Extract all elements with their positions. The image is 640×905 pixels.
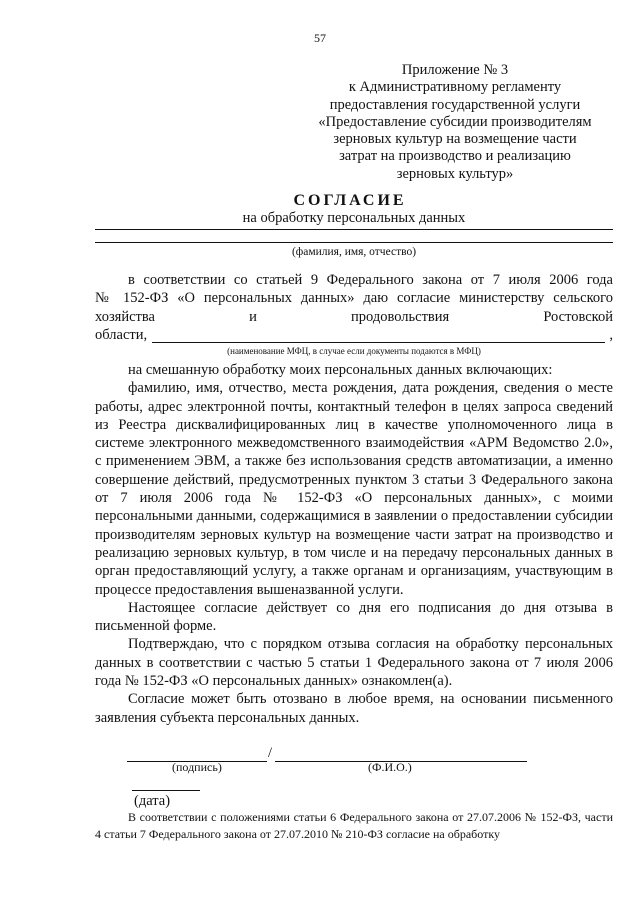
consent-intro — [95, 271, 613, 326]
appendix-line: затрат на производство и реализацию — [339, 148, 571, 165]
mixed-processing-text: на смешанную обработку моих персональных данных включающих: — [128, 362, 553, 378]
mfc-row — [95, 327, 613, 345]
appendix-line: предоставления государственной услуги — [329, 96, 581, 113]
document-subtitle: на обработку персональных данных — [95, 210, 613, 230]
confirm-text: Подтверждаю, что с порядком отзыва согласия на обработку персональных данных в соответствии с частью 5 статьи 1 Федерального закона от 7 июля 2006 года № 152-ФЗ «О персональных данных» ознакомлен(а). — [95, 636, 613, 690]
appendix-line: «Предоставление субсидии производителям — [318, 113, 592, 130]
intro-line-2: № 152-ФЗ «О персональных данных» даю согласие министерству сельского — [95, 290, 613, 307]
intro-line-3: хозяйства и продовольствия Ростовской — [95, 308, 613, 325]
mfc-comma: , — [609, 327, 613, 343]
footer-note: В соответствии с положениями статьи 6 Федерального закона от 27.07.2006 № 152-ФЗ, части 4 статьи 7 Федерального закона от 27.07.2010 № 210-ФЗ согласие на обработку — [95, 810, 613, 841]
date-fill-line — [132, 790, 200, 791]
document-title: СОГЛАСИЕ — [293, 192, 407, 209]
appendix-line: зерновых культур на возмещение части — [333, 131, 577, 148]
date-caption: (дата) — [134, 793, 171, 809]
page-number: 57 — [314, 31, 326, 45]
mfc-label: области, — [95, 327, 148, 343]
appendix-line: к Административному регламенту — [348, 79, 562, 96]
appendix-header — [300, 62, 610, 183]
appendix-line: Приложение № 3 — [401, 62, 509, 78]
signature-caption: (подпись) — [172, 760, 222, 774]
signature-fio-caption: (Ф.И.О.) — [368, 760, 412, 774]
consent-body — [95, 361, 613, 727]
validity-text: Настоящее согласие действует со дня его подписания до дня отзыва в письменной форме. — [95, 599, 613, 635]
appendix-line: зерновых культур» — [396, 165, 514, 182]
data-list-text: фамилию, имя, отчество, места рождения, дата рождения, сведения о месте работы, адрес электронной почты, контактный телефон в целях запроса сведений из Реестра дисквалифицированных лиц в качестве уполномоченного лица в системе электронного межведомственного взаимодействия «АРМ Ведомство 2.0», с применением ЭВМ, а также без использования средств автоматизации, а именно совершение действий, предусмотренных пунктом 3 статьи 3 Федерального закона от 7 июля 2006 года № 152-ФЗ «О персональных данных», с моими персональными данными, содержащимися в заявлении о предоставлении субсидии производителям зерновых культур на возмещение части затрат на производство и реализацию зерновых культур, в том числе и на передачу персональных данных в орган предоставляющий услугу, а также органам и организациям, участвующим в процессе предоставления вышеназванной услуги. — [95, 380, 613, 598]
revoke-text: Согласие может быть отозвано в любое время, на основании письменного заявления субъекта персональных данных. — [95, 691, 613, 726]
signature-slash: / — [268, 745, 273, 761]
intro-line-1: в соответствии со статьей 9 Федерального закона от 7 июля 2006 года — [128, 272, 613, 288]
mfc-caption: (наименование МФЦ, в случае если документы подаются в МФЦ) — [227, 346, 481, 356]
fio-fill-line — [95, 242, 613, 243]
mfc-fill-line — [152, 342, 605, 343]
fio-caption: (фамилия, имя, отчество) — [291, 246, 417, 258]
